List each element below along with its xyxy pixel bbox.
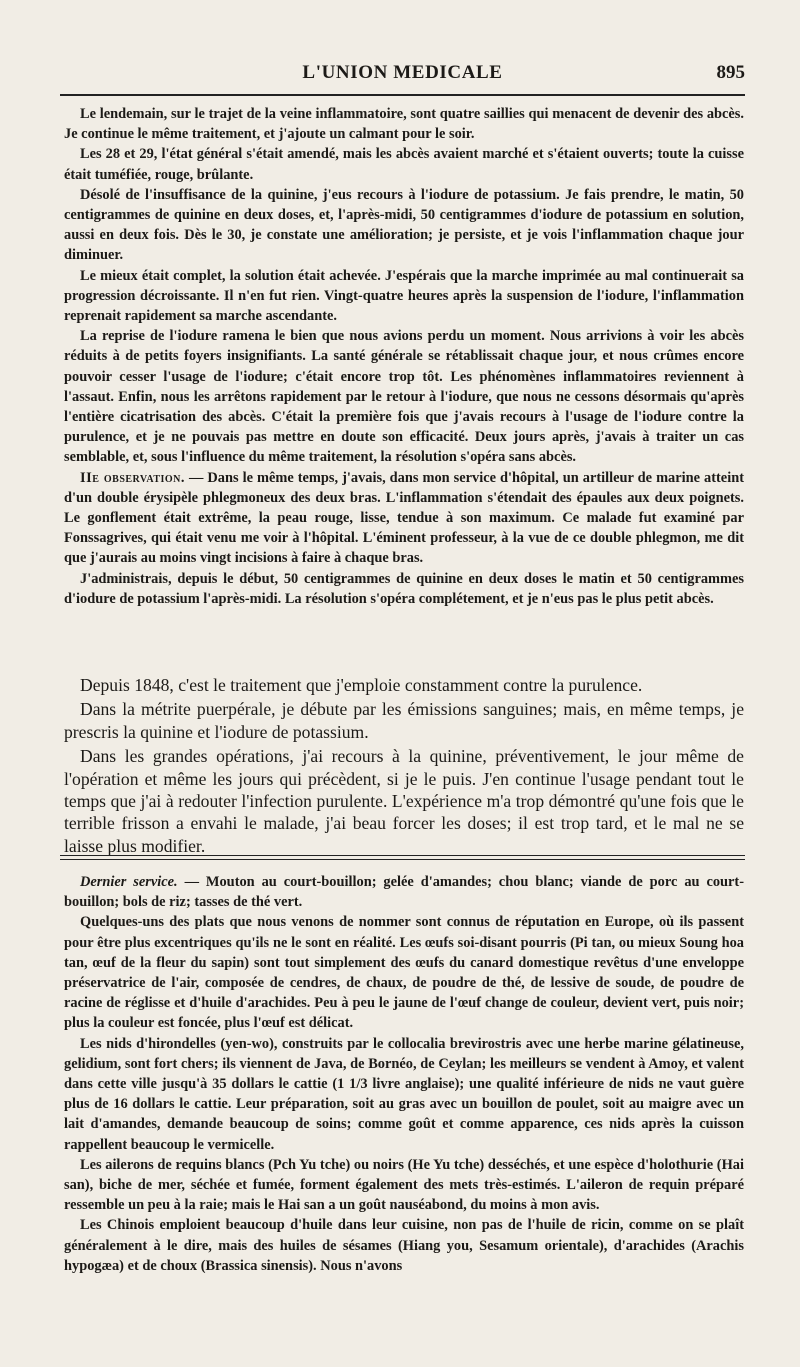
paragraph xyxy=(64,468,744,569)
paragraph: La reprise de l'iodure ramena le bien que nous avions perdu un moment. Nous arrivions à voir les abcès réduits à de petits foyers insignifiants. La santé générale se rétablissait chaque jour, et nous crûmes encore pouvoir cesser l'usage de l'iodure; c'était encore trop tôt. Les phénomènes inflammatoires reviennent à l'assaut. Enfin, nous les arrêtons rapidement par le retour à l'iodure, que nous ne cessons désormais qu'après l'entière cicatrisation des abcès. C'était la première fois que j'avais recours à l'usage de l'iodure contre la purulence, et je ne pouvais pas mettre en doute son efficacité. Deux jours après, j'avais à traiter un cas semblable, et, sous l'influence du même traitement, la résolution s'opéra sans abcès. xyxy=(64,328,744,466)
paragraph: J'administrais, depuis le début, 50 centigrammes de quinine en deux doses le matin et 50 centigrammes d'iodure de potassium l'après-midi. La résolution s'opéra complétement, et je n'eus pas le plus petit abcès. xyxy=(64,570,744,607)
service-label: Dernier service. xyxy=(80,874,178,890)
header-rule xyxy=(60,94,745,96)
paragraph xyxy=(64,872,744,912)
running-title: L'UNION MEDICALE xyxy=(302,62,503,83)
paragraph-text: — Dans le même temps, j'avais, dans mon service d'hôpital, un artilleur de marine atteint d'un double érysipèle phlegmoneux des deux bras. L'inflammation s'étendait des épaules aux deux poignets. Le gonflement était extrême, la peau rouge, lisse, tendue à son maximum. Ce malade fut examiné par Fonssagrives, qui était venu me voir à l'hôpital. L'éminent professeur, à la vue de ce double phlegmon, me dit que j'aurais au moins vingt incisions à faire à chaque bras. xyxy=(64,469,744,567)
paragraph: Dans les grandes opérations, j'ai recours à la quinine, préventivement, le jour même de l'opération et même les jours qui précèdent, si je le puis. J'en continue l'usage pendant tout le temps que j'ai à redouter l'infection purulente. L'expérience m'a trop démontré qu'une fois que le terrible frisson a envahi le malade, j'ai beau forcer les doses; il est trop tard, et le mal ne se laisse plus modifier. xyxy=(64,746,744,856)
paragraph: Les 28 et 29, l'état général s'était amendé, mais les abcès avaient marché et s'étaient ouverts; toute la cuisse était tuméfiée, rouge, brûlante. xyxy=(64,146,744,183)
page-number: 895 xyxy=(716,62,745,83)
case-report-section xyxy=(64,104,744,609)
conclusion-section xyxy=(64,672,744,857)
paragraph: Depuis 1848, c'est le traitement que j'emploie constamment contre la purulence. xyxy=(80,675,643,695)
page-header xyxy=(60,58,745,90)
paragraph: Le mieux était complet, la solution était achevée. J'espérais que la marche imprimée au mal continuerait sa progression décroissante. Il n'en fut rien. Vingt-quatre heures après la suspension de l'iodure, l'inflammation reprenait rapidement sa marche ascendante. xyxy=(64,267,744,325)
paragraph: Dans la métrite puerpérale, je débute par les émissions sanguines; mais, en même temps, je prescris la quinine et l'iodure de potassium. xyxy=(64,699,744,742)
section-divider xyxy=(60,855,745,860)
paragraph: Les Chinois emploient beaucoup d'huile dans leur cuisine, non pas de l'huile de ricin, comme on se plaît généralement à le dire, mais des huiles de sésames (Hiang you, Sesamum orientale), d'arachides (Arachis hypogæa) et de choux (Brassica sinensis). Nous n'avons xyxy=(64,1217,744,1274)
paragraph: Désolé de l'insuffisance de la quinine, j'eus recours à l'iodure de potassium. Je fais prendre, le matin, 50 centigrammes de quinine en deux doses, et, l'après-midi, 50 centigrammes d'iodure de potassium en solution, aussi en deux fois. Dès le 30, je constate une amélioration; je persiste, et je vois l'inflammation chaque jour diminuer. xyxy=(64,186,744,264)
paragraph-text: — Mouton au court-bouillon; gelée d'amandes; chou blanc; viande de porc au court-bouillon; bols de riz; tasses de thé vert. xyxy=(64,874,745,911)
observation-label: IIe observation. xyxy=(80,469,185,486)
paragraph: Les ailerons de requins blancs (Pch Yu tche) ou noirs (He Yu tche) desséchés, et une espèce d'holothurie (Hai san), biche de mer, séchée et fumée, forment également des mets très-estimés. L'aileron de requin préparé ressemble un peu à la raie; mais le Hai san a un goût nauséabond, du moins à mon avis. xyxy=(64,1156,744,1214)
chinese-cuisine-section xyxy=(64,872,744,1276)
paragraph: Le lendemain, sur le trajet de la veine inflammatoire, sont quatre saillies qui menacent de devenir des abcès. Je continue le même traitement, et j'ajoute un calmant pour le soir. xyxy=(64,106,744,143)
paragraph: Quelques-uns des plats que nous venons de nommer sont connus de réputation en Europe, où ils passent pour être plus excentriques qu'ils ne le sont en réalité. Les œufs soi-disant pourris (Pi tan, ou mieux Soung hoa tan, œuf de la fleur du sapin) sont tout simplement des œufs du canard domestique revêtus d'une enveloppe préservatrice de l'air, composée de cendres, de chaux, de poudre de thé, de lessive de soude, de poudre de racine de réglisse et d'huile d'arachides. Peu à peu le jaune de l'œuf change de couleur, devient vert, puis noir; plus la couleur est foncée, plus l'œuf est délicat. xyxy=(64,914,744,1032)
paragraph: Les nids d'hirondelles (yen-wo), construits par le collocalia brevirostris avec une herbe marine gélatineuse, gelidium, sont fort chers; ils viennent de Java, de Bornéo, de Ceylan; les meilleurs se vendent à Amoy, et valent dans cette ville jusqu'à 35 dollars le cattie (1 1/3 livre anglaise); une qualité inférieure de nids ne vaut guère plus de 16 dollars le cattie. Leur préparation, soit au gras avec un bouillon de poulet, soit au maigre avec un lait d'amandes, demande beaucoup de soins; comme goût et comme apparence, ces nids après la cuisson rappellent beaucoup le vermicelle. xyxy=(64,1035,744,1153)
